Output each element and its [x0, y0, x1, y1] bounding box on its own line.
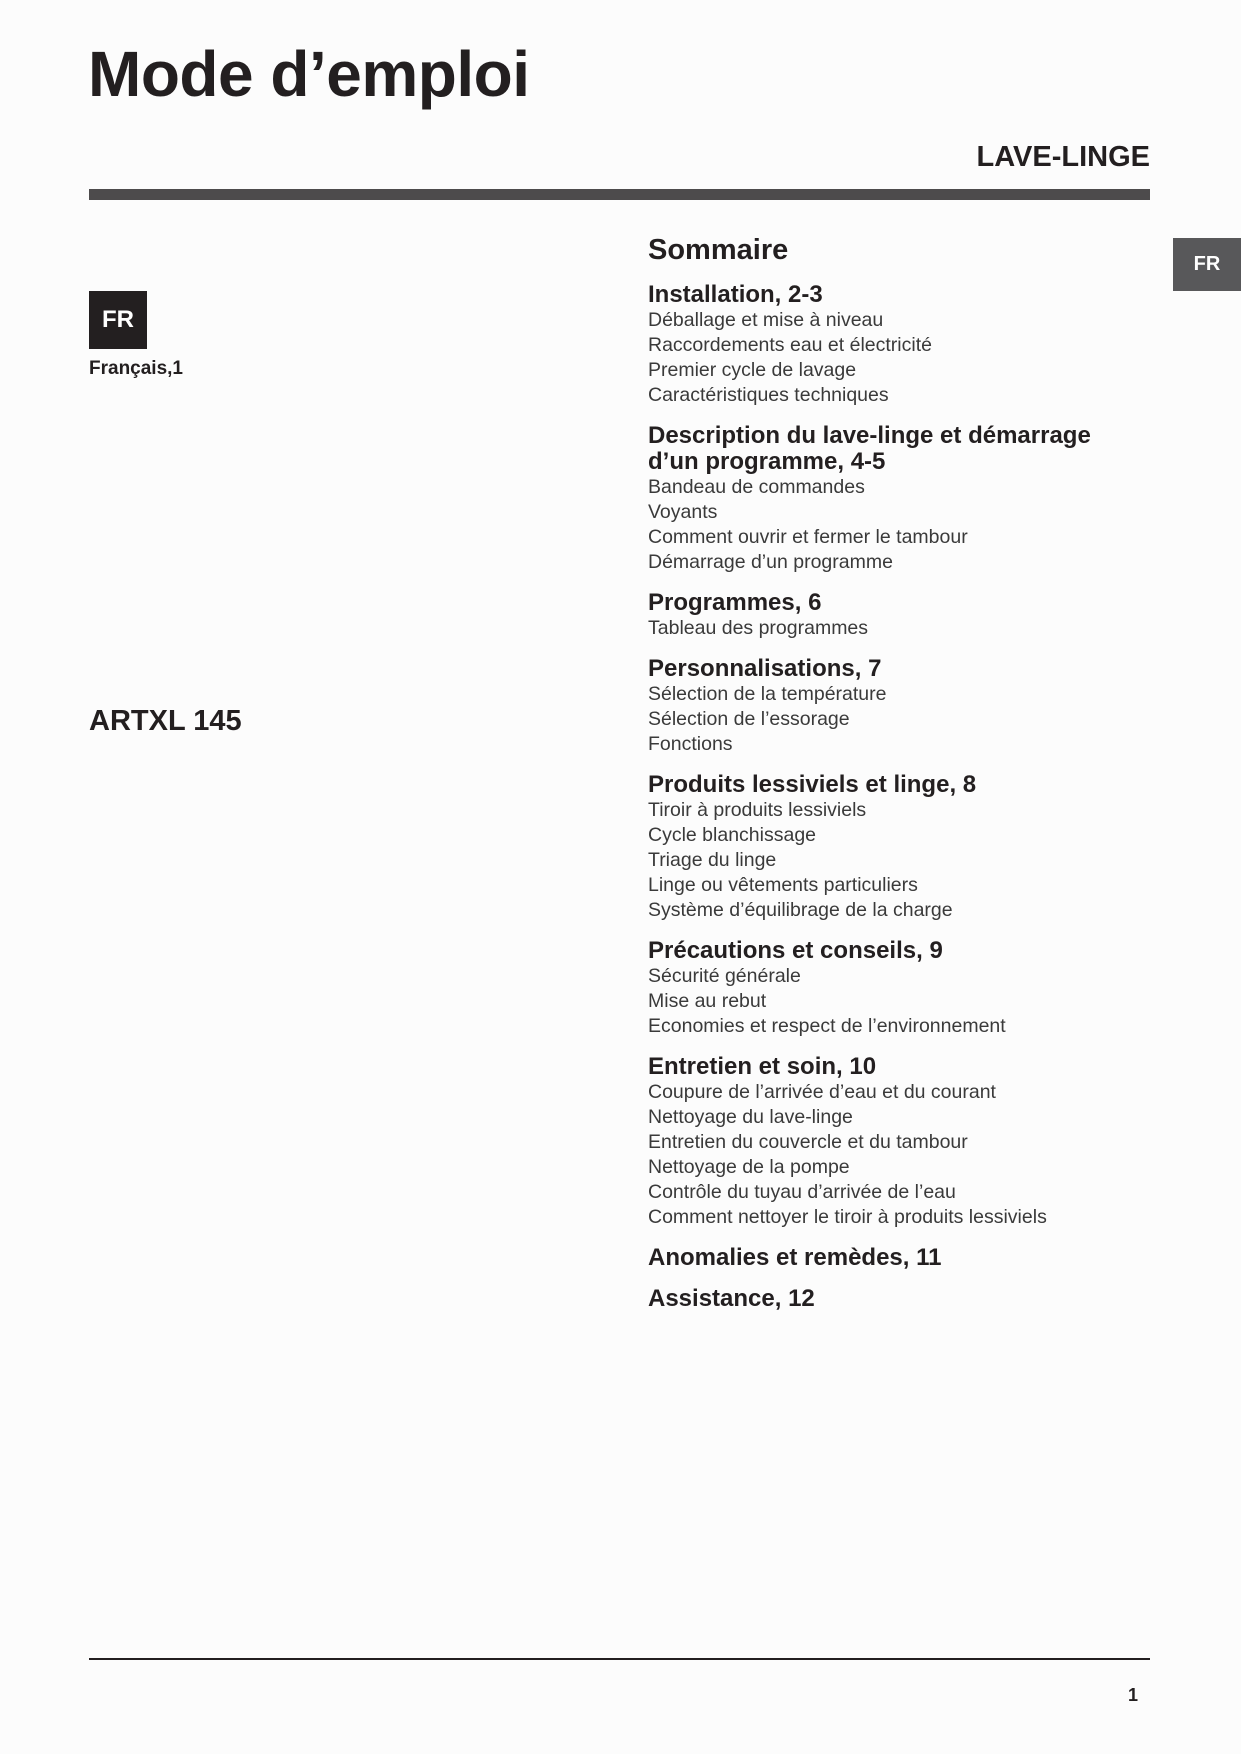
toc-section-anomalies — [648, 1245, 1148, 1271]
toc-item: Caractéristiques techniques — [648, 384, 889, 406]
toc-item: Comment ouvrir et fermer le tambour — [648, 526, 968, 548]
model-number: ARTXL 145 — [89, 705, 242, 737]
toc-item: Déballage et mise à niveau — [648, 309, 884, 331]
toc-item: Système d’équilibrage de la charge — [648, 899, 953, 921]
toc-item: Sélection de l’essorage — [648, 708, 850, 730]
toc-item: Cycle blanchissage — [648, 824, 817, 846]
toc-item: Comment nettoyer le tiroir à produits lessiviels — [648, 1206, 1047, 1228]
toc-section-title: Anomalies et remèdes, 11 — [648, 1244, 942, 1271]
toc-item: Linge ou vêtements particuliers — [648, 874, 918, 896]
toc-section-title: Produits lessiviels et linge, 8 — [648, 771, 977, 798]
toc-item-list — [648, 616, 1148, 641]
toc-section-entretien — [648, 1054, 1148, 1230]
language-side-tab: FR — [1173, 238, 1241, 291]
toc-section-programmes — [648, 590, 1148, 641]
toc-title: Sommaire — [648, 234, 789, 266]
header-divider — [89, 189, 1150, 200]
toc-item-list — [648, 475, 1148, 575]
toc-item: Fonctions — [648, 733, 733, 755]
page-title: Mode d’emploi — [88, 38, 530, 110]
toc-section-title: Description du lave-linge et démarrage d’un programme, 4-5 — [648, 422, 1091, 475]
toc-item: Sélection de la température — [648, 683, 887, 705]
toc-section-title: Précautions et conseils, 9 — [648, 937, 943, 964]
language-badge: FR — [89, 291, 147, 349]
toc-section-assistance — [648, 1286, 1148, 1312]
toc-item-list — [648, 682, 1148, 757]
toc-item: Démarrage d’un programme — [648, 551, 893, 573]
toc-item-list — [648, 308, 1148, 408]
toc-section-description — [648, 423, 1148, 575]
toc-item: Tableau des programmes — [648, 617, 869, 639]
page-number: 1 — [1127, 1685, 1138, 1705]
toc-section-installation — [648, 282, 1148, 408]
toc-item-list — [648, 1080, 1148, 1230]
toc-item: Bandeau de commandes — [648, 476, 865, 498]
toc-item: Voyants — [648, 501, 718, 523]
toc-item: Entretien du couvercle et du tambour — [648, 1131, 968, 1153]
product-type-heading: LAVE-LINGE — [976, 141, 1150, 173]
toc-item: Triage du linge — [648, 849, 777, 871]
toc-item: Mise au rebut — [648, 990, 767, 1012]
toc-item: Tiroir à produits lessiviels — [648, 799, 867, 821]
language-label: Français,1 — [89, 358, 183, 379]
toc-section-title: Installation, 2-3 — [648, 281, 823, 308]
footer-divider — [89, 1658, 1150, 1660]
toc-section-personnalisations — [648, 656, 1148, 757]
toc-item: Premier cycle de lavage — [648, 359, 857, 381]
table-of-contents — [648, 232, 1148, 1327]
toc-item: Sécurité générale — [648, 965, 801, 987]
toc-section-title: Personnalisations, 7 — [648, 655, 882, 682]
toc-item: Raccordements eau et électricité — [648, 334, 932, 356]
toc-section-produits — [648, 772, 1148, 923]
toc-section-title: Assistance, 12 — [648, 1285, 815, 1312]
toc-section-title: Programmes, 6 — [648, 589, 822, 616]
toc-item: Contrôle du tuyau d’arrivée de l’eau — [648, 1181, 956, 1203]
toc-item: Economies et respect de l’environnement — [648, 1015, 1006, 1037]
toc-item-list — [648, 798, 1148, 923]
toc-item-list — [648, 964, 1148, 1039]
toc-item: Nettoyage de la pompe — [648, 1156, 850, 1178]
toc-item: Nettoyage du lave-linge — [648, 1106, 853, 1128]
toc-section-title: Entretien et soin, 10 — [648, 1053, 877, 1080]
toc-section-precautions — [648, 938, 1148, 1039]
toc-item: Coupure de l’arrivée d’eau et du courant — [648, 1081, 996, 1103]
